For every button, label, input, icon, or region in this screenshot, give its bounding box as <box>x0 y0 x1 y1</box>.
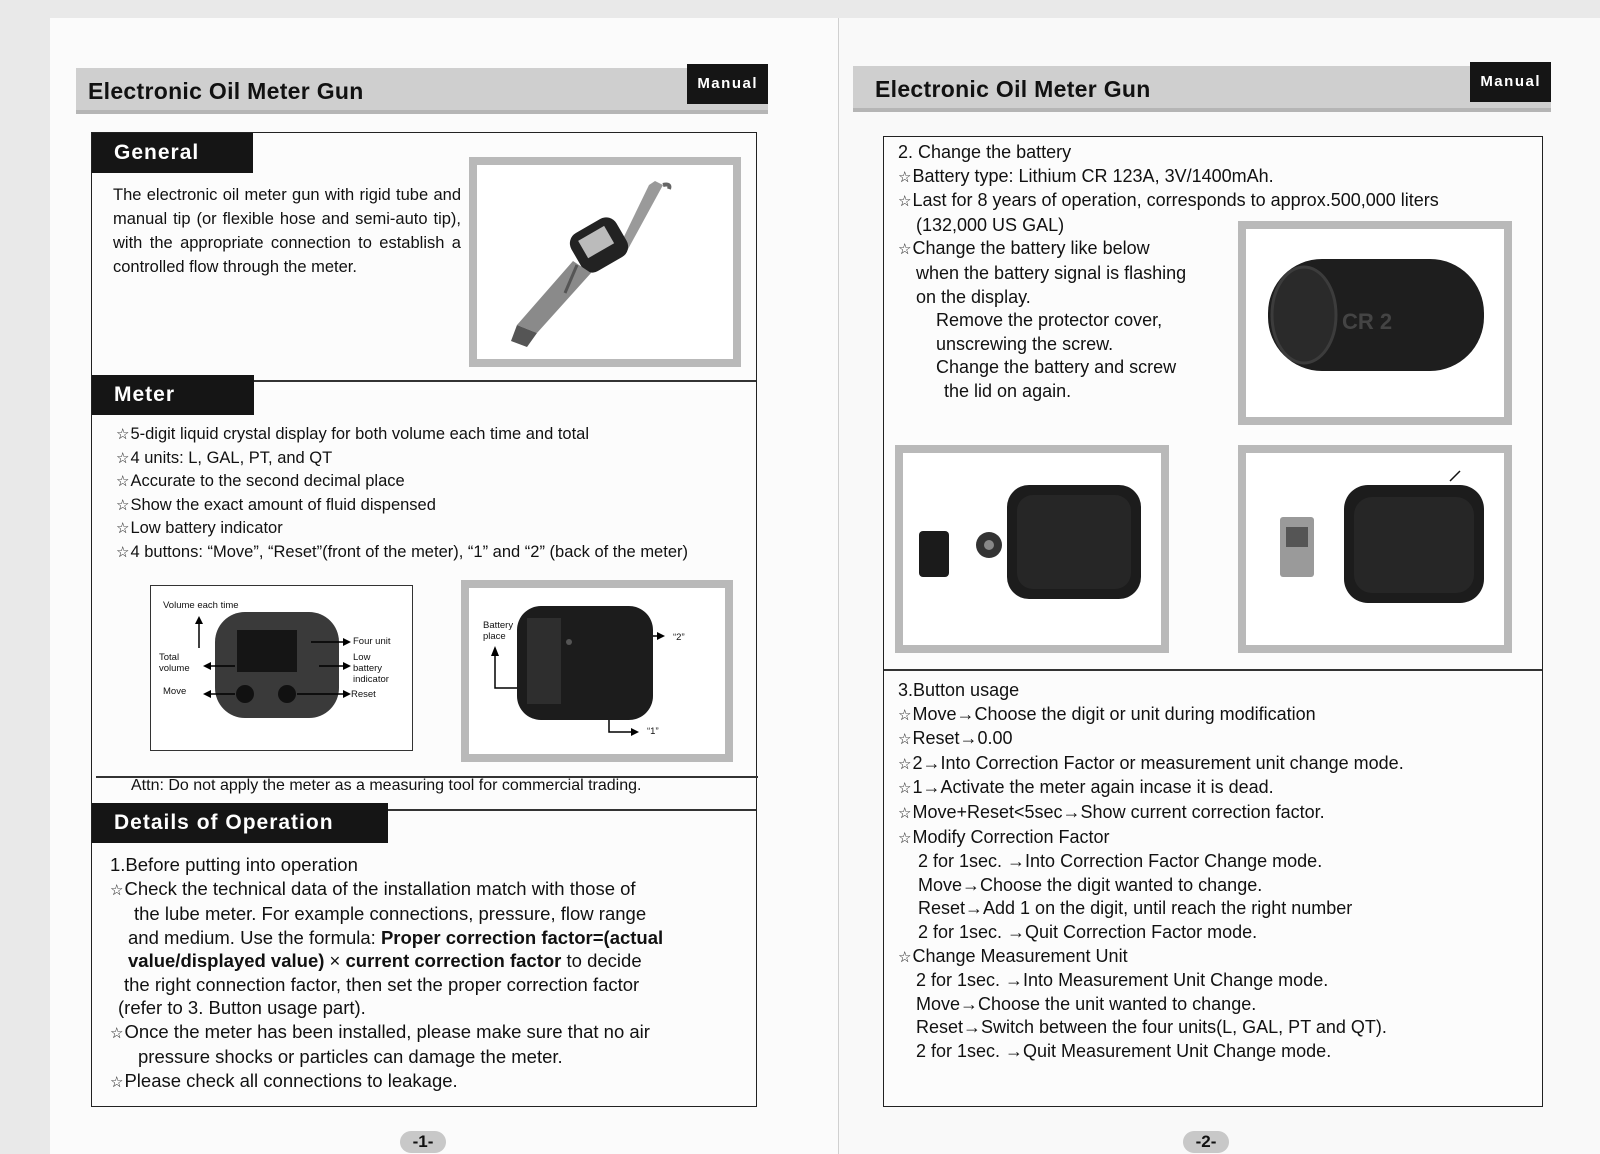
right-header-title: Electronic Oil Meter Gun <box>875 76 1151 102</box>
page-number-left: -1- <box>400 1131 446 1153</box>
battery-label: CR 2 <box>1342 309 1393 334</box>
label-battery-place: Battery place <box>483 620 514 642</box>
meter-cover-removed-photo <box>895 445 1169 653</box>
button-usage-text: 3.Button usage ☆Move→Choose the digit or unit during modification ☆Reset→0.00 ☆2→Into Correction Factor or measurement unit change mode. ☆1→Activate the meter again incase it is dead. ☆Move+Reset<5sec→Show current correction factor. ☆Modify Correction Factor 2 for 1sec. →Into Correction Factor Change mode. Move→Choose the digit wanted to change. Reset→Add 1 on the digit, until reach the right number 2 for 1sec. →Quit Correction Factor mode. ☆Change Measurement Unit 2 for 1sec. →Into Measurement Unit Change mode. Move→Choose the unit wanted to change. Reset→Switch between the four units(L, GAL, PT and QT). 2 for 1sec. →Quit Measurement Unit Change mode. <box>898 680 1404 1061</box>
operation-step-title: 1.Before putting into operation <box>110 854 358 875</box>
label-volume-each-time: Volume each time <box>163 600 239 611</box>
operation-heading: Details of Operation <box>92 803 388 843</box>
battery-title: 2. Change the battery <box>898 142 1072 162</box>
button-usage-title: 3.Button usage <box>898 680 1020 700</box>
oil-meter-gun-illustration <box>477 165 733 359</box>
meter-gun-photo <box>469 157 741 367</box>
label-move: Move <box>163 686 187 697</box>
general-text: The electronic oil meter gun with rigid tube and manual tip (or flexible hose and semi-auto tip), with the appropriate connection to establish a controlled flow through the meter. <box>113 186 461 276</box>
right-header-bar <box>853 66 1551 112</box>
list-item: ☆4 units: L, GAL, PT, and QT <box>116 448 333 467</box>
left-manual-badge: Manual <box>687 64 768 104</box>
list-item: ☆4 buttons: “Move”, “Reset”(front of the meter), “1” and “2” (back of the meter) <box>116 542 688 561</box>
general-heading: General <box>92 133 253 173</box>
label-reset: Reset <box>351 689 376 700</box>
meter-back-drawing <box>469 588 725 754</box>
page-right <box>838 18 1600 1154</box>
label-total-volume: Total volume <box>159 652 190 674</box>
label-four-unit: Four unit <box>353 636 391 647</box>
meter-back-diagram <box>461 580 733 762</box>
label-button-2: “2” <box>673 632 685 643</box>
meter-heading: Meter <box>92 375 254 415</box>
page-number-right: -2- <box>1183 1131 1229 1153</box>
page-left <box>50 18 840 1154</box>
meter-features-list <box>116 423 688 564</box>
label-low-battery: Low battery indicator <box>353 652 389 685</box>
meter-front-drawing <box>151 586 412 750</box>
meter-front-diagram <box>150 585 413 751</box>
list-item: ☆Accurate to the second decimal place <box>116 472 405 490</box>
operation-text: 1.Before putting into operation ☆Check the technical data of the installation match with those of the lube meter. For example connections, pressure, flow range and medium. Use the formula: Proper correction factor=(actual value/displayed value) × current correction factor to decide the right connection factor, then set the proper correction factor (refer to 3. Button usage part). ☆Once the meter has been installed, please make sure that no air pressure shocks or particles can damage the meter. ☆Please check all connections to leakage. <box>110 853 750 1094</box>
left-header-bar <box>76 68 768 114</box>
battery-photo <box>1238 221 1512 425</box>
meter-battery-installed-photo <box>1238 445 1512 653</box>
left-header-title: Electronic Oil Meter Gun <box>88 78 364 104</box>
meter-cover-removed-illustration <box>903 453 1161 645</box>
meter-battery-installed-illustration <box>1246 453 1504 645</box>
right-manual-badge: Manual <box>1470 62 1551 102</box>
battery-section-text: 2. Change the battery ☆Battery type: Lithium CR 123A, 3V/1400mAh. ☆Last for 8 years of operation, corresponds to approx.500,000 liters (132,000 US GAL) ☆Change the battery like below when the battery signal is flashing on the display. Remove the protector cover, unscrewing the screw. Change the battery and screw the lid on again. <box>898 142 1439 401</box>
battery-illustration <box>1246 229 1504 417</box>
list-item: ☆Low battery indicator <box>116 519 283 537</box>
label-button-1: “1” <box>647 726 659 737</box>
list-item: ☆Show the exact amount of fluid dispensed <box>116 495 436 514</box>
left-content-box <box>91 132 757 1107</box>
right-content-box <box>883 136 1543 1107</box>
battery-divider <box>884 669 1542 671</box>
list-item: ☆5-digit liquid crystal display for both volume each time and total <box>116 425 590 443</box>
attn-notice: Attn: Do not apply the meter as a measuring tool for commercial trading. <box>131 777 642 794</box>
